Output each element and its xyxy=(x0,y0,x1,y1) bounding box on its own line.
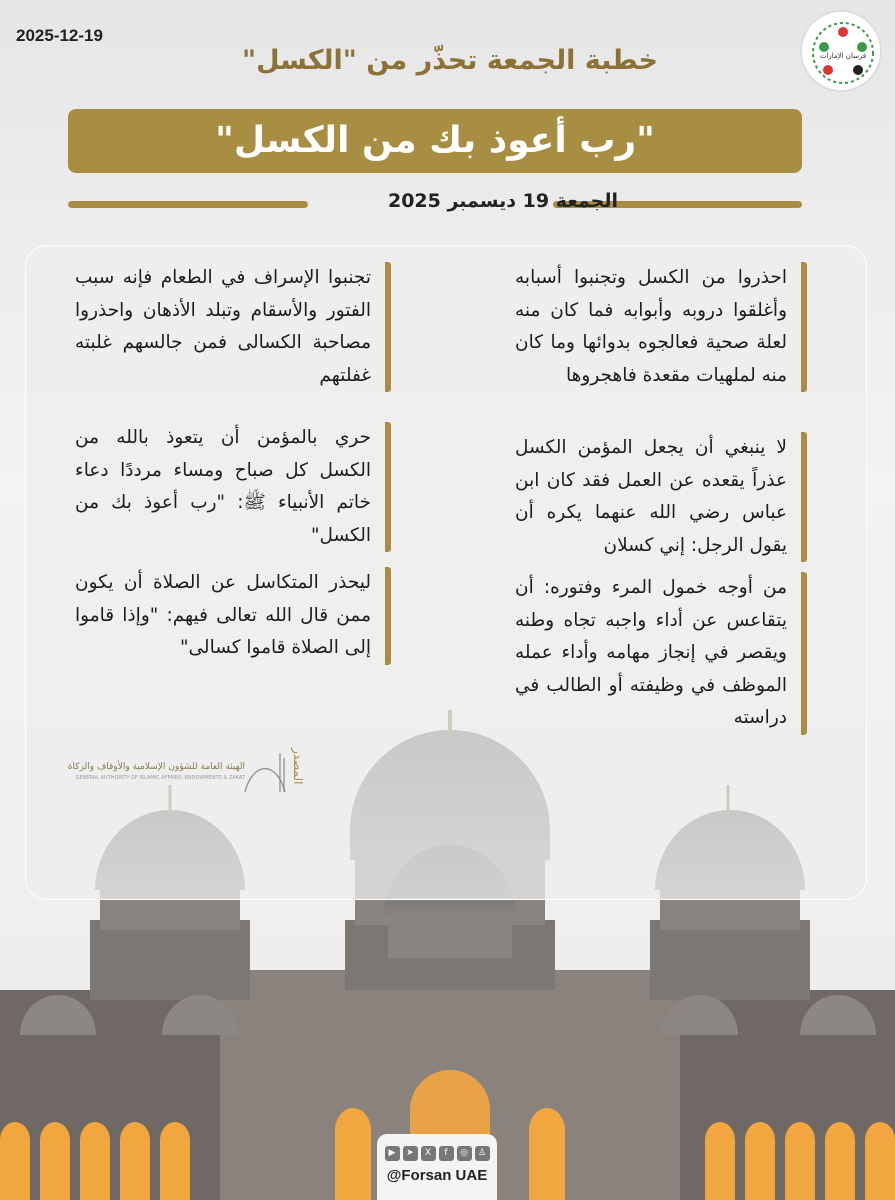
tip-block: احذروا من الكسل وتجنبوا أسبابه وأغلقوا دروبه وأبوابه فما كان منه لعلة صحية فعالجوه بدوائها وما كان منه لملهيات مقعدة فاهجروها xyxy=(515,262,807,392)
x-icon[interactable]: X xyxy=(421,1146,436,1161)
logo-text: فرسان الإمارات xyxy=(819,52,867,60)
instagram-icon[interactable]: ◎ xyxy=(457,1146,472,1161)
facebook-icon[interactable]: f xyxy=(439,1146,454,1161)
tip-block: لا ينبغي أن يجعل المؤمن الكسل عذراً يقعده عن العمل فقد كان ابن عباس رضي الله عنهما يكره أن يقول الرجل: إني كسلان xyxy=(515,432,807,562)
social-footer xyxy=(377,1134,497,1200)
tip-block: تجنبوا الإسراف في الطعام فإنه سبب الفتور والأسقام وتبلد الأذهان واحذروا مصاحبة الكسالى فمن جالسهم غلبته غفلتهم xyxy=(75,262,391,392)
source-label: المصدر xyxy=(291,748,305,785)
tip-block: من أوجه خمول المرء وفتوره: أن يتقاعس عن أداء واجبه تجاه وطنه ويقصر في إنجاز مهامه وأداء عمله الموظف في وظيفته أو الطالب في دراسته xyxy=(515,572,807,735)
headline-banner: "رب أعوذ بك من الكسل" xyxy=(68,109,802,173)
youtube-icon[interactable]: ▶ xyxy=(385,1146,400,1161)
social-handle[interactable]: @Forsan UAE xyxy=(386,1167,488,1184)
authority-logo-icon xyxy=(240,748,290,793)
snapchat-icon[interactable]: ♙ xyxy=(475,1146,490,1161)
telegram-icon[interactable]: ➤ xyxy=(403,1146,418,1161)
tip-block: ليحذر المتكاسل عن الصلاة أن يكون ممن قال الله تعالى فيهم: "وإذا قاموا إلى الصلاة قاموا كسالى" xyxy=(75,567,391,665)
date-divider xyxy=(68,190,802,212)
tip-block: حري بالمؤمن أن يتعوذ بالله من الكسل كل صباح ومساء مرددًا دعاء خاتم الأنبياء ﷺ: "رب أعوذ بك من الكسل" xyxy=(75,422,391,552)
authority-name-en: GENERAL AUTHORITY OF ISLAMIC AFFAIRS, ENDOWMENTS & ZAKAT xyxy=(75,775,245,781)
page-title: خطبة الجمعة تحذّر من "الكسل" xyxy=(242,45,658,76)
hijri-date-label: الجمعة 19 ديسمبر 2025 xyxy=(387,190,619,212)
forsan-uae-logo xyxy=(800,10,882,92)
authority-name-ar: الهيئة العامة للشؤون الإسلامية والأوقاف والزكاة xyxy=(67,762,245,772)
post-date: 2025-12-19 xyxy=(16,26,103,45)
